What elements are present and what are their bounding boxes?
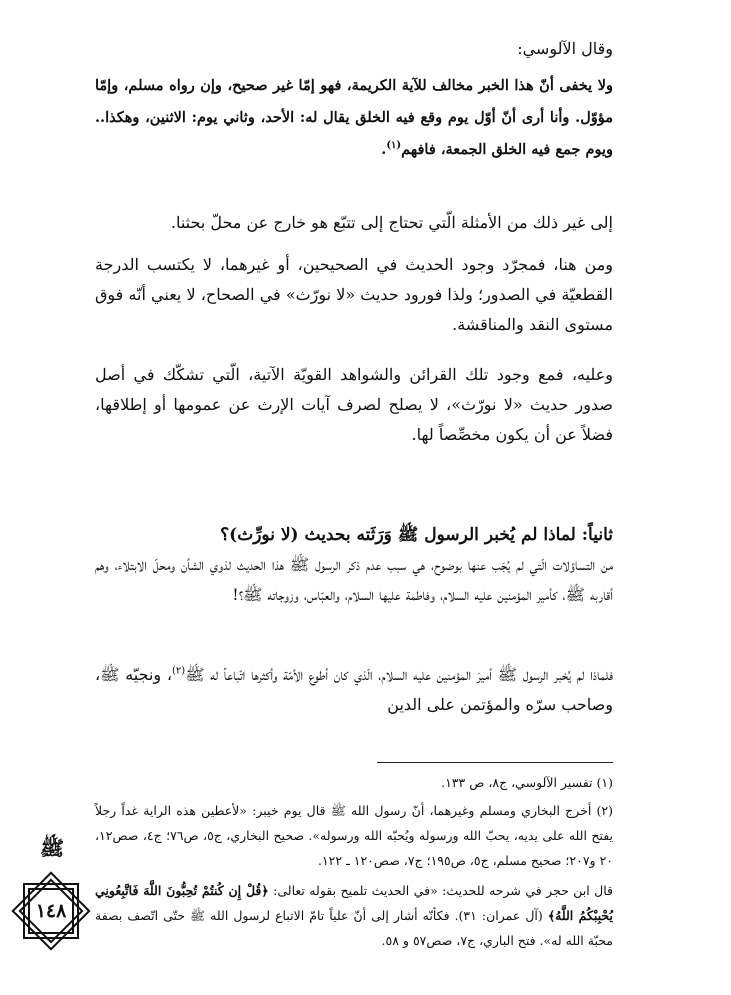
footnote-3-post: (آل عمران: ٣١). فكأنّه أشار إلى أنّ علياً تامّ الاتباع لرسول الله ﷺ حتّى اتّصف بصفة محبّة الله له». فتح الباري، ج٧، صص٥٧ و ٥٨. [95,908,613,948]
footnote-3-pre: قال ابن حجر في شرحه للحديث: «في الحديث تلميح بقوله تعالى: [268,883,613,898]
paragraph-5-footnote-ref: (٢) [172,665,186,677]
paragraph-3: وعليه، فمع وجود تلك القرائن والشواهد القويّة الآتية، الّتي تشكّك في أصل صدور حديث «لا نورّث»، لا يصلح لصرف آيات الإرث عن عمومها أو إطلاقها، فضلاً عن أن يكون مخصِّصاً لها. [95,365,613,444]
footnote-separator [377,762,613,763]
paragraph-4: من التساؤلات الّتي لم يُجَب عنها بوضوح، هي سبب عدم ذكر الرسول ﷺ هذا الحديث لذوي الشأن ومحلّ الابتلاء، وهم أقاربه ﷺ، كأمير المؤمنين عليه السلام، وفاطمة عليها السلام، والعبّاس، وزوجاته ﷺ؟! [95,555,613,604]
paragraph-5 [95,660,613,720]
page-number: ١٤٨ [35,900,67,922]
footnote-1: (١) تفسير الآلوسي، ج٨، ص ١٣٣. [441,775,613,790]
quote-footnote-ref: (١) [386,140,402,152]
paragraph-5-text: فلماذا لم يُخبر الرسول ﷺ أميرَ المؤمنين عليه السلام، الّذي كان أطوع الأمّة وأكثرها اتّباعاً له ﷺ [185,665,613,684]
quote-text: ولا يخفى أنّ هذا الخبر مخالف للآية الكريمة، فهو إمّا غير صحيح، وإن رواه مسلم، وإمّا مؤوّل. وأنا أرى أنّ أوّل يوم وقع فيه الخلق يقال له: الأحد، وثاني يوم: الاثنين، وهكذا.. ويوم جمع فيه الخلق الجمعة، فافهم [95,77,613,158]
section-heading: ثانياً: لماذا لم يُخبر الرسول ﷺ وَرَثَته بحديث (لا نورِّث)؟ [220,525,613,546]
quote-block: ولا يخفى أنّ هذا الخبر مخالف للآية الكريمة، فهو إمّا غير صحيح، وإن رواه مسلم، وإمّا مؤوّل. وأنا أرى أنّ أوّل يوم وقع فيه الخلق يقال له: الأحد، وثاني يوم: الاثنين، وهكذا.. ويوم جمع فيه الخلق الجمعة، فافهم$^{(١)}$. [95,77,613,158]
footnote-3-verse: ﴿قُلْ إِن كُنتُمْ تُحِبُّونَ اللَّهَ فَاتَّبِعُونِي يُحْبِبْكُمُ اللَّهُ﴾ [95,883,613,923]
footnote-2: (٢) أخرج البخاري ومسلم وغيرهما، أنّ رسول الله ﷺ قال يوم خيبر: «لأعطين هذه الراية غداً رجلاً يفتح الله على يديه، يحبّ الله ورسوله ويُحبّه الله ورسوله». صحيح البخاري، ج٥، ص٧٦؛ ج٤، صص١٢، ٢٠ و٢٠٧؛ صحيح مسلم، ج٥، ص١٩٥؛ ج٧، صص١٢٠ ـ ١٢٢. [95,803,614,868]
side-ornament: ﷺ [40,836,65,860]
paragraph-1: إلى غير ذلك من الأمثلة الّتي تحتاج إلى تتبّع هو خارج عن محلّ بحثنا. [170,213,613,232]
footnote-3 [95,878,613,953]
quote-intro: وقال الآلوسي: [517,39,613,58]
paragraph-2: ومن هنا، فمجرّد وجود الحديث في الصحيحين، أو غيرهما، لا يكتسب الدرجة القطعيّة في الصدور؛ ولذا فورود حديث «لا نورّث» في الصحاح، لا يعني أنّه فوق مستوى النقد والمناقشة. [95,255,614,334]
paragraph-5-end: ، ونجيّه ﷺ، وصاحب سرّه والمؤتمن على الدين [95,665,613,714]
